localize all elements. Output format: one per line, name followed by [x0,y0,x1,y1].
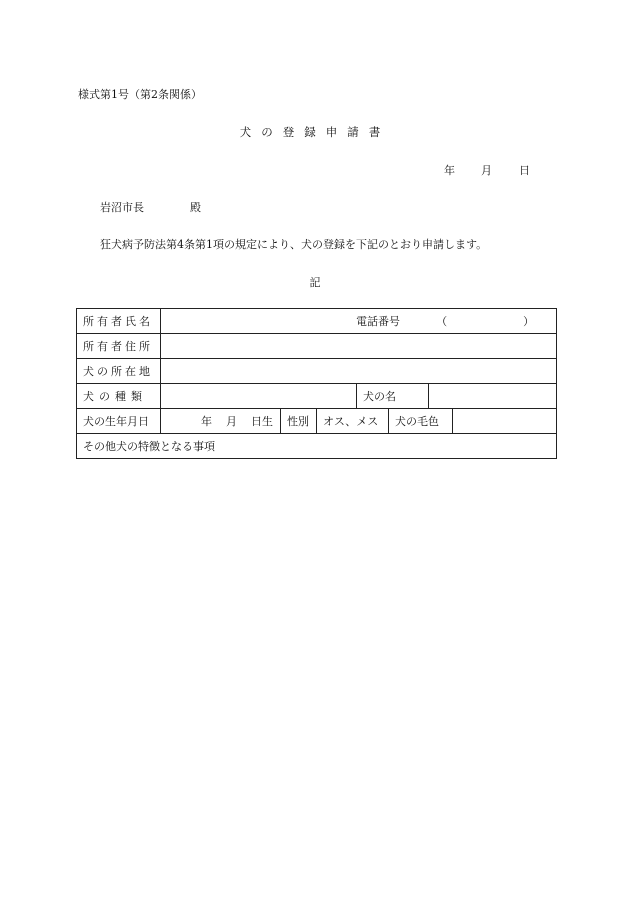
row-breed [77,384,557,409]
date-day-label: 日 [519,164,530,177]
sex-options[interactable]: オス、メス [317,409,389,434]
birth-month-label: 月 [226,415,237,428]
birth-year-label: 年 [201,415,212,428]
birthdate-label: 犬の生年月日 [77,409,161,434]
row-owner-address [77,334,557,359]
breed-field[interactable] [161,384,357,409]
row-dog-location [77,359,557,384]
dog-location-label: 犬の所在地 [77,359,161,384]
date-year-label: 年 [444,164,455,177]
phone-label: 電話番号 [356,315,401,328]
document-title: 犬の登録申請書 [239,125,391,139]
phone-close-paren: ） [523,315,535,328]
addressee-name: 岩沼市長 [100,201,144,214]
date-month-label: 月 [481,164,492,177]
registration-table [76,308,557,459]
row-birthdate [77,409,557,434]
features-label[interactable]: その他犬の特徴となる事項 [77,434,557,459]
dog-name-field[interactable] [429,384,557,409]
owner-address-label: 所有者住所 [77,334,161,359]
breed-label: 犬の種類 [77,384,161,409]
addressee [100,199,201,215]
form-number: 様式第1号（第2条関係） [78,88,202,101]
body-text: 狂犬病予防法第4条第1項の規定により、犬の登録を下記のとおり申請します。 [100,238,488,251]
dog-name-label: 犬の名 [357,384,429,409]
coat-color-field[interactable] [453,409,557,434]
phone-open-paren: （ [436,315,448,328]
owner-name-field[interactable] [161,309,557,334]
birth-day-label: 日生 [251,415,273,428]
row-owner-name [77,309,557,334]
ki-heading: 記 [309,276,321,289]
phone-group [167,313,556,329]
row-features [77,434,557,459]
owner-name-label: 所有者氏名 [77,309,161,334]
coat-color-label: 犬の毛色 [389,409,453,434]
date-line [444,162,530,178]
birthdate-field[interactable] [161,409,281,434]
dog-location-field[interactable] [161,359,557,384]
addressee-honorific: 殿 [190,201,201,214]
sex-label: 性別 [281,409,317,434]
owner-address-field[interactable] [161,334,557,359]
